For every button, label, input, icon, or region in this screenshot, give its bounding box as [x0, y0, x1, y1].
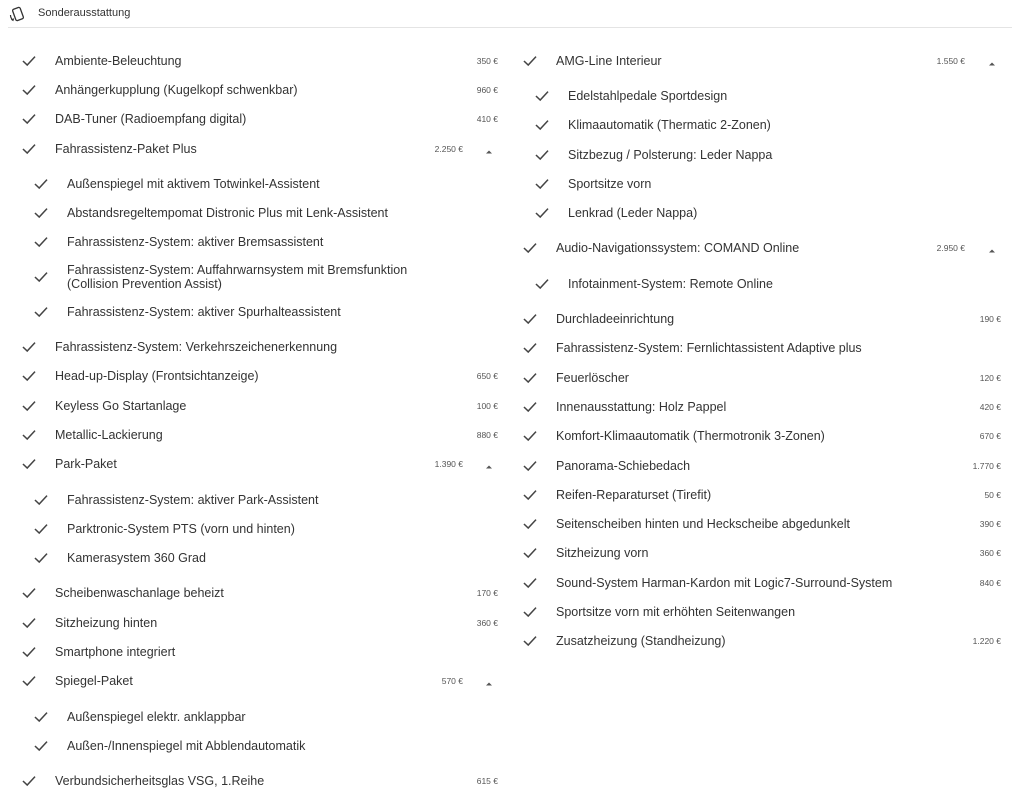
- equipment-price: 840 €: [979, 577, 1001, 588]
- equipment-label: Zusatzheizung (Standheizung): [556, 634, 726, 649]
- equipment-row: [20, 391, 500, 420]
- section-title: Sonderausstattung: [38, 7, 131, 19]
- checkmark-icon: [521, 310, 539, 328]
- checkmark-icon: [20, 672, 38, 690]
- equipment-row: [521, 568, 1003, 597]
- package-item: [20, 731, 500, 760]
- checkmark-icon: [20, 455, 38, 473]
- equipment-price: 390 €: [979, 519, 1001, 530]
- checkmark-icon: [533, 87, 551, 105]
- equipment-price: 570 €: [441, 676, 463, 687]
- equipment-price: 960 €: [476, 84, 498, 95]
- equipment-label: Fahrassistenz-Paket Plus: [55, 141, 197, 156]
- checkmark-icon: [20, 52, 38, 70]
- checkmark-icon: [20, 426, 38, 444]
- equipment-label: Fahrassistenz-System: Auffahrwarnsystem mit Bremsfunktion (Collision Prevention Assist): [67, 263, 408, 292]
- checkmark-icon: [20, 643, 38, 661]
- equipment-label: Metallic-Lackierung: [55, 427, 163, 442]
- checkmark-icon: [521, 339, 539, 357]
- equipment-price: 670 €: [979, 431, 1001, 442]
- equipment-label: AMG-Line Interieur: [556, 53, 662, 68]
- equipment-label: Feuerlöscher: [556, 370, 629, 385]
- checkmark-icon: [32, 268, 50, 286]
- checkmark-icon: [20, 397, 38, 415]
- equipment-column-left: [20, 46, 500, 796]
- checkmark-icon: [32, 303, 50, 321]
- equipment-label: Fahrassistenz-System: aktiver Spurhalteassistent: [67, 304, 341, 319]
- collapse-caret-icon[interactable]: [987, 243, 997, 253]
- checkmark-icon: [20, 772, 38, 790]
- equipment-label: Fahrassistenz-System: Fernlichtassistent Adaptive plus: [556, 341, 862, 356]
- equipment-row: [521, 304, 1003, 333]
- checkmark-icon: [32, 204, 50, 222]
- package-row[interactable]: [521, 234, 1003, 263]
- equipment-row: [20, 362, 500, 391]
- checkmark-icon: [32, 233, 50, 251]
- checkmark-icon: [533, 204, 551, 222]
- equipment-row: [521, 539, 1003, 568]
- equipment-label: Fahrassistenz-System: aktiver Bremsassistent: [67, 235, 324, 250]
- package-item: [521, 81, 1003, 110]
- package-item: [521, 140, 1003, 169]
- equipment-label: Klimaautomatik (Thermatic 2-Zonen): [568, 118, 771, 133]
- equipment-row: [20, 46, 500, 75]
- checkmark-icon: [20, 338, 38, 356]
- equipment-price: 615 €: [476, 776, 498, 787]
- equipment-label: Infotainment-System: Remote Online: [568, 276, 773, 291]
- checkmark-icon: [521, 457, 539, 475]
- package-item: [20, 257, 500, 297]
- checkmark-icon: [32, 737, 50, 755]
- equipment-row: [521, 334, 1003, 363]
- equipment-row: [521, 363, 1003, 392]
- equipment-label: Lenkrad (Leder Nappa): [568, 206, 698, 221]
- checkmark-icon: [521, 603, 539, 621]
- equipment-label: Head-up-Display (Frontsichtanzeige): [55, 369, 259, 384]
- package-item: [20, 198, 500, 227]
- equipment-row: [521, 480, 1003, 509]
- checkmark-icon: [32, 520, 50, 538]
- equipment-label: Fahrassistenz-System: aktiver Park-Assistent: [67, 492, 319, 507]
- equipment-label: Scheibenwaschanlage beheizt: [55, 586, 224, 601]
- collapse-caret-icon[interactable]: [484, 144, 494, 154]
- checkmark-icon: [533, 146, 551, 164]
- equipment-row: [20, 420, 500, 449]
- checkmark-icon: [521, 427, 539, 445]
- equipment-label: Panorama-Schiebedach: [556, 458, 691, 473]
- package-item: [20, 485, 500, 514]
- equipment-price: 360 €: [476, 617, 498, 628]
- equipment-label: Audio-Navigationssystem: COMAND Online: [556, 241, 800, 256]
- equipment-label: Durchladeeinrichtung: [556, 312, 675, 327]
- package-row[interactable]: [521, 46, 1003, 75]
- checkmark-icon: [521, 398, 539, 416]
- header-divider: [8, 27, 1012, 28]
- package-item: [521, 111, 1003, 140]
- equipment-label: Verbundsicherheitsglas VSG, 1.Reihe: [55, 774, 265, 789]
- equipment-price: 360 €: [979, 548, 1001, 559]
- equipment-label: Edelstahlpedale Sportdesign: [568, 88, 728, 103]
- checkmark-icon: [20, 81, 38, 99]
- equipment-price: 120 €: [979, 372, 1001, 383]
- package-row[interactable]: [20, 450, 500, 479]
- collapse-caret-icon[interactable]: [987, 56, 997, 66]
- checkmark-icon: [32, 175, 50, 193]
- equipment-label: Außen-/Innenspiegel mit Abblendautomatik: [67, 738, 306, 753]
- package-item: [20, 228, 500, 257]
- equipment-label: Außenspiegel elektr. anklappbar: [67, 709, 246, 724]
- equipment-price: 650 €: [476, 371, 498, 382]
- equipment-price: 100 €: [476, 400, 498, 411]
- checkmark-icon: [521, 239, 539, 257]
- equipment-label: Sportsitze vorn mit erhöhten Seitenwangen: [556, 604, 796, 619]
- equipment-row: [521, 422, 1003, 451]
- equipment-price: 1.550 €: [936, 55, 965, 66]
- equipment-row: [521, 392, 1003, 421]
- equipment-row: [20, 579, 500, 608]
- equipment-label: Innenausstattung: Holz Pappel: [556, 399, 727, 414]
- equipment-label: Keyless Go Startanlage: [55, 398, 187, 413]
- package-item: [20, 169, 500, 198]
- equipment-label: Sound-System Harman-Kardon mit Logic7-Surround-System: [556, 575, 893, 590]
- checkmark-icon: [521, 574, 539, 592]
- equipment-label: Sitzheizung hinten: [55, 615, 158, 630]
- equipment-price: 880 €: [476, 429, 498, 440]
- equipment-price: 2.250 €: [434, 143, 463, 154]
- checkmark-icon: [521, 52, 539, 70]
- checkmark-icon: [533, 275, 551, 293]
- checkmark-icon: [521, 544, 539, 562]
- equipment-row: [521, 451, 1003, 480]
- checkmark-icon: [20, 110, 38, 128]
- equipment-column-right: [521, 46, 1003, 656]
- equipment-label: DAB-Tuner (Radioempfang digital): [55, 112, 247, 127]
- checkmark-icon: [32, 549, 50, 567]
- equipment-price: 190 €: [979, 314, 1001, 325]
- equipment-label: Park-Paket: [55, 457, 117, 472]
- equipment-label: Ambiente-Beleuchtung: [55, 53, 182, 68]
- checkmark-icon: [32, 708, 50, 726]
- package-item: [20, 702, 500, 731]
- checkmark-icon: [521, 515, 539, 533]
- checkmark-icon: [20, 367, 38, 385]
- equipment-label: Abstandsregeltempomat Distronic Plus mit Lenk-Assistent: [67, 206, 388, 221]
- package-row[interactable]: [20, 134, 500, 163]
- equipment-price: 170 €: [476, 588, 498, 599]
- section-header: [0, 0, 1024, 28]
- equipment-price: 350 €: [476, 55, 498, 66]
- equipment-row: [20, 767, 500, 796]
- equipment-row: [521, 597, 1003, 626]
- checkmark-icon: [521, 369, 539, 387]
- equipment-row: [20, 608, 500, 637]
- equipment-price: 2.950 €: [936, 243, 965, 254]
- equipment-label: Seitenscheiben hinten und Heckscheibe abgedunkelt: [556, 517, 850, 532]
- checkmark-icon: [533, 116, 551, 134]
- equipment-row: [521, 509, 1003, 538]
- collapse-caret-icon[interactable]: [484, 676, 494, 686]
- equipment-label: Reifen-Reparaturset (Tirefit): [556, 487, 712, 502]
- equipment-row: [20, 332, 500, 361]
- equipment-label: Außenspiegel mit aktivem Totwinkel-Assistent: [67, 176, 320, 191]
- package-item: [521, 169, 1003, 198]
- equipment-row: [20, 105, 500, 134]
- phone-rotate-icon: [8, 5, 26, 23]
- checkmark-icon: [521, 486, 539, 504]
- package-item: [20, 297, 500, 326]
- equipment-label: Sitzbezug / Polsterung: Leder Nappa: [568, 147, 773, 162]
- package-item: [521, 269, 1003, 298]
- checkmark-icon: [521, 632, 539, 650]
- equipment-price: 50 €: [984, 489, 1001, 500]
- equipment-price: 1.390 €: [434, 459, 463, 470]
- equipment-label: Spiegel-Paket: [55, 674, 133, 689]
- checkmark-icon: [32, 491, 50, 509]
- equipment-label: Parktronic-System PTS (vorn und hinten): [67, 521, 295, 536]
- equipment-price: 1.770 €: [972, 460, 1001, 471]
- package-row[interactable]: [20, 667, 500, 696]
- collapse-caret-icon[interactable]: [484, 459, 494, 469]
- equipment-price: 1.220 €: [972, 636, 1001, 647]
- equipment-label: Fahrassistenz-System: Verkehrszeichenerkennung: [55, 340, 338, 355]
- checkmark-icon: [533, 175, 551, 193]
- equipment-label: Sitzheizung vorn: [556, 546, 649, 561]
- equipment-label: Komfort-Klimaautomatik (Thermotronik 3-Zonen): [556, 429, 825, 444]
- package-item: [521, 198, 1003, 227]
- equipment-label: Sportsitze vorn: [568, 176, 652, 191]
- equipment-label: Smartphone integriert: [55, 644, 176, 659]
- equipment-label: Anhängerkupplung (Kugelkopf schwenkbar): [55, 82, 298, 97]
- checkmark-icon: [20, 584, 38, 602]
- equipment-label: Kamerasystem 360 Grad: [67, 551, 206, 566]
- package-item: [20, 543, 500, 572]
- package-item: [20, 514, 500, 543]
- equipment-row: [20, 637, 500, 666]
- equipment-row: [20, 75, 500, 104]
- checkmark-icon: [20, 140, 38, 158]
- checkmark-icon: [20, 614, 38, 632]
- equipment-price: 420 €: [979, 401, 1001, 412]
- equipment-row: [521, 627, 1003, 656]
- equipment-price: 410 €: [476, 114, 498, 125]
